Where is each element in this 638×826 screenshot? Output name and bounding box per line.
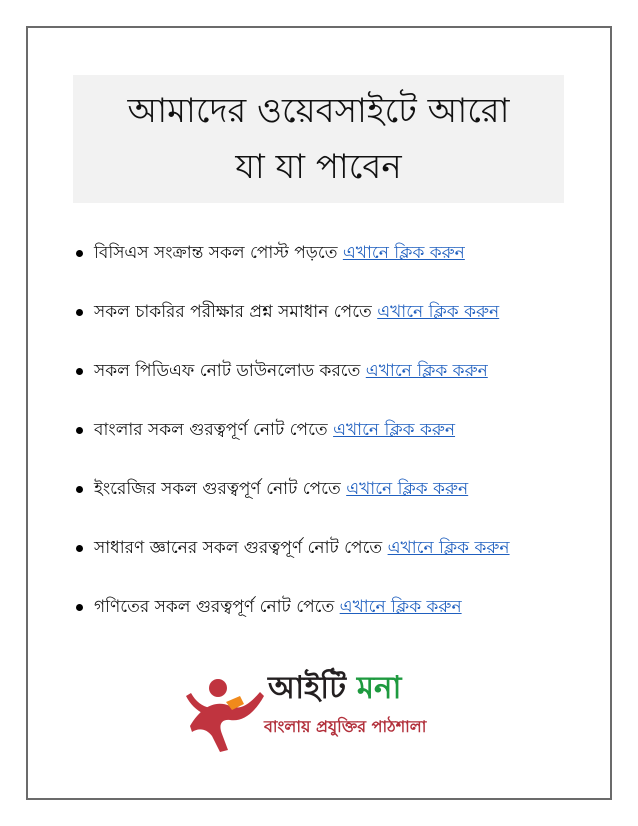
bullet-dot-icon — [76, 309, 83, 316]
list-item — [74, 594, 574, 653]
bullet-dot-icon — [76, 427, 83, 434]
item-text: সকল চাকরির পরীক্ষার প্রশ্ন সমাধান পেতে — [94, 302, 378, 322]
click-here-link[interactable]: এখানে ক্লিক করুন — [377, 302, 500, 322]
logo-name-part1: আইটি — [268, 670, 347, 706]
title-line-2: যা যা পাবেন — [235, 147, 402, 187]
list-item — [74, 358, 574, 417]
link-list — [74, 240, 574, 653]
item-text: সাধারণ জ্ঞানের সকল গুরত্বপূর্ণ নোট পেতে — [94, 538, 388, 558]
list-item — [74, 299, 574, 358]
list-item — [74, 417, 574, 476]
item-text: ইংরেজির সকল গুরত্বপূর্ণ নোট পেতে — [94, 479, 347, 499]
list-item — [74, 240, 574, 299]
logo-name-part2: মনা — [356, 670, 402, 706]
click-here-link[interactable]: এখানে ক্লিক করুন — [387, 538, 510, 558]
list-item — [74, 476, 574, 535]
bullet-dot-icon — [76, 368, 83, 375]
itmona-logo — [182, 666, 472, 756]
logo-tagline: বাংলায় প্রযুক্তির পাঠশালা — [264, 717, 427, 736]
item-text: বিসিএস সংক্রান্ত সকল পোস্ট পড়তে — [94, 243, 343, 263]
bullet-dot-icon — [76, 486, 83, 493]
item-text: গণিতের সকল গুরত্বপূর্ণ নোট পেতে — [94, 597, 340, 617]
item-text: বাংলার সকল গুরত্বপূর্ণ নোট পেতে — [94, 420, 334, 440]
click-here-link[interactable]: এখানে ক্লিক করুন — [339, 597, 462, 617]
click-here-link[interactable]: এখানে ক্লিক করুন — [365, 361, 488, 381]
click-here-link[interactable]: এখানে ক্লিক করুন — [342, 243, 465, 263]
click-here-link[interactable]: এখানে ক্লিক করুন — [346, 479, 469, 499]
logo-name — [268, 666, 402, 710]
list-item — [74, 535, 574, 594]
item-text: সকল পিডিএফ নোট ডাউনলোড করতে — [94, 361, 366, 381]
bullet-dot-icon — [76, 545, 83, 552]
title-line-1: আমাদের ওয়েবসাইটে আরো — [127, 91, 510, 131]
click-here-link[interactable]: এখানে ক্লিক করুন — [333, 420, 456, 440]
bullet-dot-icon — [76, 250, 83, 257]
running-figure-logo-icon — [182, 666, 270, 754]
title-box — [73, 75, 564, 203]
bullet-dot-icon — [76, 604, 83, 611]
